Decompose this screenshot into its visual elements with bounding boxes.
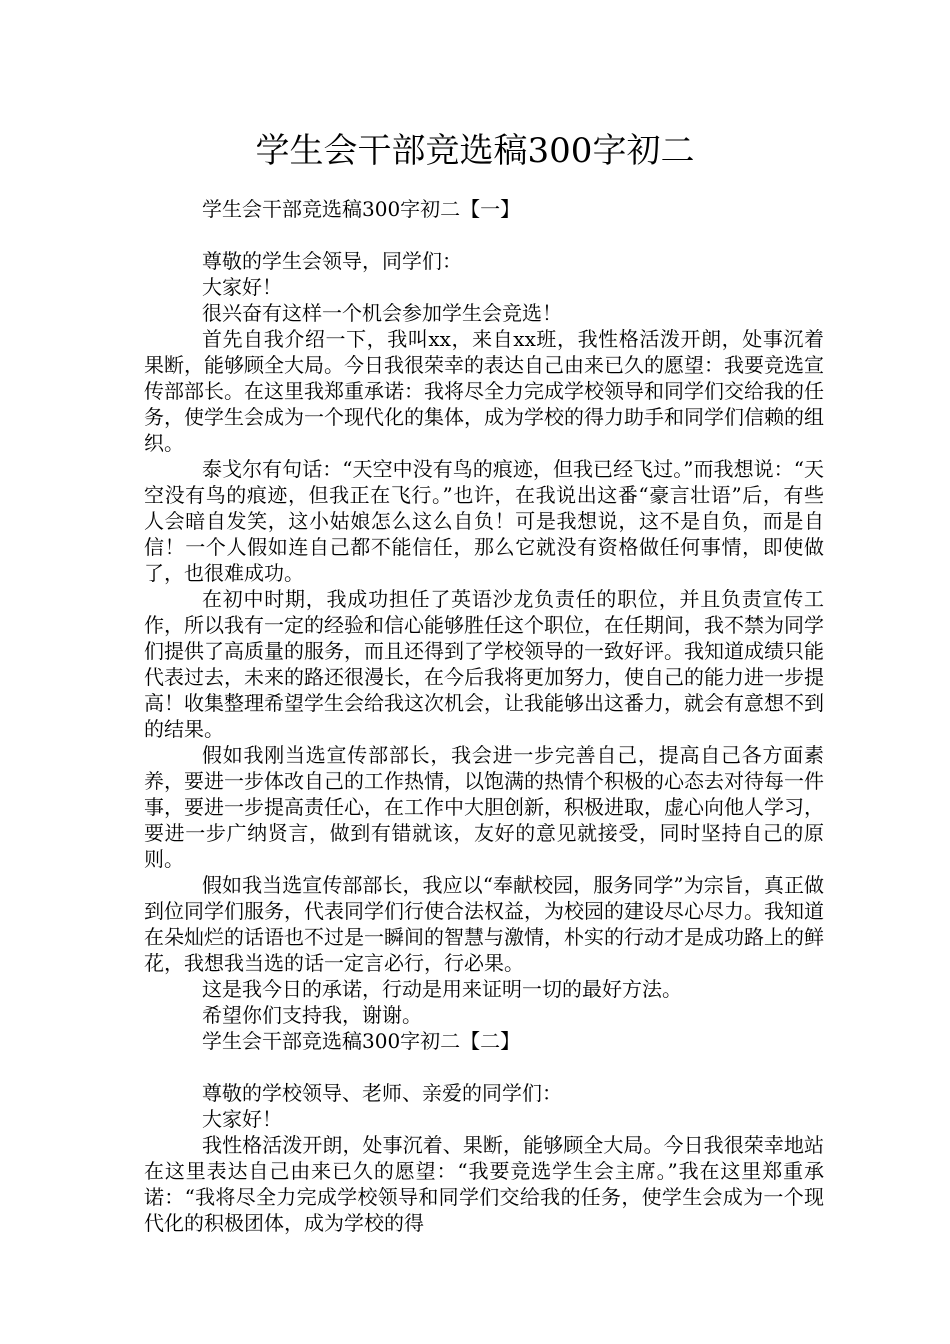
salutation: 尊敬的学校领导、老师、亲爱的同学们： <box>202 1081 562 1105</box>
salutation: 尊敬的学生会领导，同学们： <box>202 249 462 273</box>
blank-line <box>144 222 824 248</box>
paragraph: 假如我刚当选宣传部部长，我会进一步完善自己，提高自己各方面素养，要进一步体改自己的工作热情，以饱满的热情个积极的心态去对待每一件事，要进一步提高责任心，在工作中大胆创新，积极进取，虚心向他人学习，要进一步广纳贤言，做到有错就该，友好的意见就接受，同时坚持自己的原则。 <box>144 743 824 871</box>
greeting: 大家好！ <box>202 1107 282 1131</box>
document-title: 学生会干部竞选稿300字初二 <box>255 131 695 171</box>
blank-line <box>144 1054 824 1080</box>
greeting: 大家好！ <box>202 275 282 299</box>
paragraph: 在初中时期，我成功担任了英语沙龙负责任的职位，并且负责宣传工作，所以我有一定的经验和信心能够胜任这个职位，在任期间，我不禁为同学们提供了高质量的服务，而且还得到了学校领导的一致好评。我知道成绩只能代表过去，未来的路还很漫长，在今后我将更加努力，使自己的能力进一步提高！收集整理希望学生会给我这次机会，让我能够出这番力，就会有意想不到的结果。 <box>144 587 824 741</box>
paragraph: 泰戈尔有句话：“天空中没有鸟的痕迹，但我已经飞过。”而我想说：“天空没有鸟的痕迹，但我正在飞行。”也许，在我说出这番“豪言壮语”后，有些人会暗自发笑，这小姑娘怎么这么自负！可是我想说，这不是自负，而是自信！一个人假如连自己都不能信任，那么它就没有资格做任何事情，即使做了，也很难成功。 <box>144 457 824 585</box>
paragraph: 首先自我介绍一下，我叫xx，来自xx班，我性格活泼开朗，处事沉着果断，能够顾全大局。今日我很荣幸的表达自己由来已久的愿望：我要竞选宣传部部长。在这里我郑重承诺：我将尽全力完成学校领导和同学们交给我的任务，使学生会成为一个现代化的集体，成为学校的得力助手和同学们信赖的组织。 <box>144 327 824 455</box>
paragraph: 很兴奋有这样一个机会参加学生会竞选！ <box>202 301 562 325</box>
section-heading-2: 学生会干部竞选稿300字初二【二】 <box>202 1029 521 1053</box>
document-body <box>144 196 824 1236</box>
section-heading-1: 学生会干部竞选稿300字初二【一】 <box>202 197 521 221</box>
closing: 希望你们支持我，谢谢。 <box>202 1003 422 1027</box>
paragraph: 这是我今日的承诺，行动是用来证明一切的最好方法。 <box>202 977 682 1001</box>
paragraph: 我性格活泼开朗，处事沉着、果断，能够顾全大局。今日我很荣幸地站在这里表达自己由来已久的愿望：“我要竞选学生会主席。”我在这里郑重承诺：“我将尽全力完成学校领导和同学们交给我的任务，使学生会成为一个现代化的积极团体，成为学校的得 <box>144 1133 824 1235</box>
paragraph: 假如我当选宣传部部长，我应以“奉献校园，服务同学”为宗旨，真正做到位同学们服务，代表同学们行使合法权益，为校园的建设尽心尽力。我知道在朵灿烂的话语也不过是一瞬间的智慧与激情，朴实的行动才是成功路上的鲜花，我想我当选的话一定言必行，行必果。 <box>144 873 824 975</box>
